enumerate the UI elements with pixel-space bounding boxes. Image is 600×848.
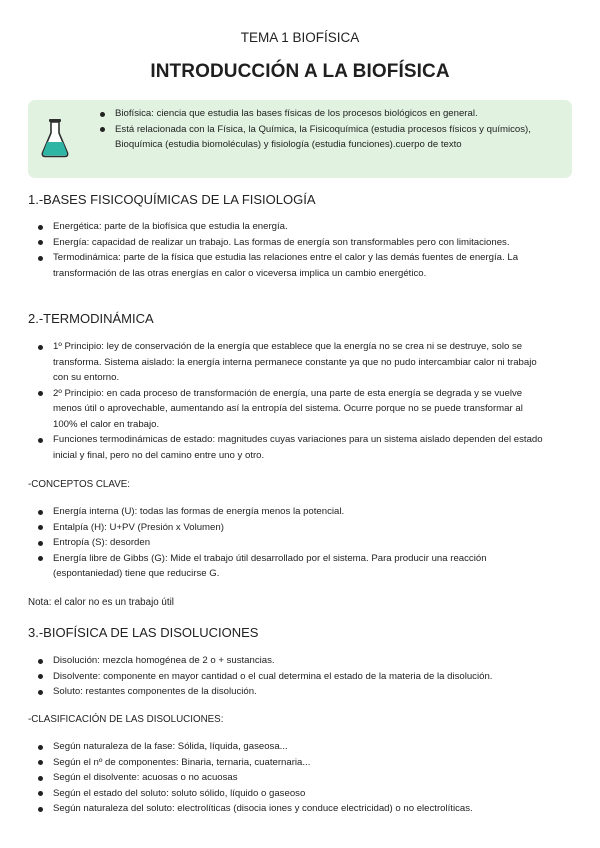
list-item: Energética: parte de la biofísica que estudia la energía. [28,219,548,235]
classification-list [28,739,548,817]
section-3-list [28,653,548,700]
list-item: 2º Principio: en cada proceso de transformación de energía, una parte de esta energía se degrada y se vuelve menos útil o aprovechable, aumentando así la entropía del sistema. Ocurre porque no se puede transformar al 100% el calor en trabajo. [28,386,548,433]
list-item: Funciones termodinámicas de estado: magnitudes cuyas variaciones para un sistema aislado dependen del estado inicial y final, pero no del camino entre uno y otro. [28,432,548,463]
list-item: Según el nº de componentes: Binaria, ternaria, cuaternaria... [28,755,548,771]
list-item: Energía interna (U): todas las formas de energía menos la potencial. [28,504,548,520]
list-item: Energía libre de Gibbs (G): Mide el trabajo útil desarrollado por el sistema. Para producir una reacción (espontaniedad) tiene que reducirse G. [28,551,548,582]
subheading-key-concepts: -CONCEPTOS CLAVE: [28,479,130,490]
section-heading-3: 3.-BIOFÍSICA DE LAS DISOLUCIONES [28,625,259,640]
subheading-classification: -CLASIFICACIÓN DE LAS DISOLUCIONES: [28,714,224,725]
list-item: Termodinámica: parte de la física que estudia las relaciones entre el calor y las demás fuentes de energía. La transformación de las otras energías en calor o viceversa implica un cambio energético. [28,250,548,281]
section-1-list [28,219,548,281]
list-item: Soluto: restantes componentes de la disolución. [28,684,548,700]
section-heading-2: 2.-TERMODINÁMICA [28,311,154,326]
list-item: Según el estado del soluto: soluto sólido, líquido o gaseoso [28,786,548,802]
list-item: Entalpía (H): U+PV (Presión x Volumen) [28,520,548,536]
list-item: 1º Principio: ley de conservación de la energía que establece que la energía no se crea ni se destruye, solo se transforma. Sistema aislado: la energía interna permanece constante ya que no pudo intercambiar calor ni trabajo con su entorno. [28,339,548,386]
list-item: Disolvente: componente en mayor cantidad o el cual determina el estado de la materia de la disolución. [28,669,548,685]
list-item: Entropía (S): desorden [28,535,548,551]
intro-list [88,106,558,153]
intro-callout [28,100,572,178]
note-text: Nota: el calor no es un trabajo útil [28,597,174,608]
list-item: Según naturaleza del soluto: electrolíticas (disocia iones y conduce electricidad) o no electrolíticas. [28,801,548,817]
section-2-list [28,339,548,463]
list-item: Biofísica: ciencia que estudia las bases físicas de los procesos biológicos en general. [88,106,558,122]
list-item: Está relacionada con la Física, la Química, la Fisicoquímica (estudia procesos físicos y químicos), Bioquímica (estudia biomoléculas) y fisiología (estudia funciones).cuerpo de texto [88,122,558,153]
section-heading-1: 1.-BASES FISICOQUÍMICAS DE LA FISIOLOGÍA [28,192,316,207]
page-title: INTRODUCCIÓN A LA BIOFÍSICA [150,61,450,82]
list-item: Energía: capacidad de realizar un trabajo. Las formas de energía son transformables pero con limitaciones. [28,235,548,251]
list-item: Según naturaleza de la fase: Sólida, líquida, gaseosa... [28,739,548,755]
flask-icon [40,118,70,158]
concepts-list [28,504,548,582]
list-item: Según el disolvente: acuosas o no acuosas [28,770,548,786]
list-item: Disolución: mezcla homogénea de 2 o + sustancias. [28,653,548,669]
topic-label: TEMA 1 BIOFÍSICA [240,30,360,45]
